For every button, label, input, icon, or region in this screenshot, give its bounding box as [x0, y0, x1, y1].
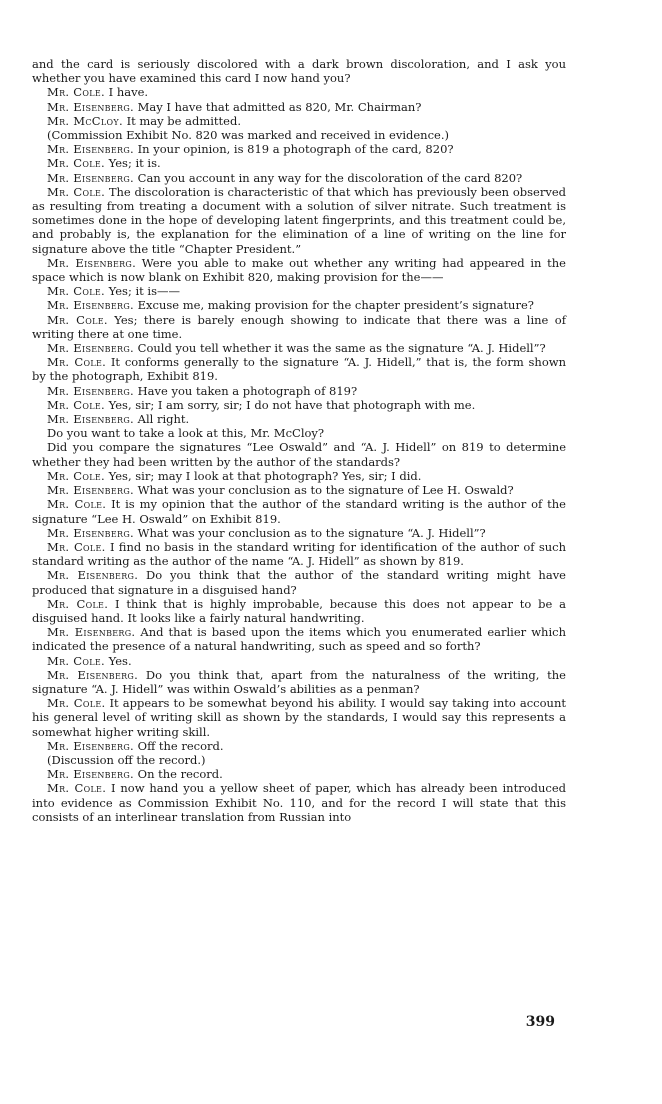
- paragraph-text: (Discussion off the record.): [47, 752, 206, 767]
- speaker-name: Mr. Cole.: [47, 539, 106, 554]
- paragraph-text: What was your conclusion as to the signature “A. J. Hidell”?: [133, 525, 486, 540]
- speaker-name: Mr. Eisenberg.: [47, 412, 134, 427]
- paragraph-text: Yes.: [104, 653, 132, 668]
- transcript-paragraph: [32, 469, 566, 483]
- transcript-paragraph: [32, 767, 566, 781]
- paragraph-text: Yes; it is.: [104, 156, 161, 171]
- transcript-paragraph: [32, 57, 566, 85]
- speaker-name: Mr. Eisenberg.: [47, 738, 134, 753]
- paragraph-text: and the card is seriously discolored with a dark brown discoloration, and I ask you whether you have examined this card I now hand you?: [32, 57, 566, 86]
- speaker-name: Mr. Eisenberg.: [47, 341, 134, 356]
- transcript-paragraph: [32, 256, 566, 284]
- speaker-name: Mr. Eisenberg.: [47, 667, 139, 682]
- speaker-name: Mr. Eisenberg.: [47, 525, 134, 540]
- paragraph-text: May I have that admitted as 820, Mr. Chairman?: [133, 99, 422, 114]
- transcript-paragraph: [32, 100, 566, 114]
- paragraph-text: Yes, sir; I am sorry, sir; I do not have that photograph with me.: [104, 397, 476, 412]
- paragraph-text: Yes, sir; may I look at that photograph? Yes, sir; I did.: [104, 468, 422, 483]
- transcript-paragraph: [32, 142, 566, 156]
- speaker-name: Mr. Eisenberg.: [47, 99, 134, 114]
- transcript-paragraph: [32, 568, 566, 596]
- paragraph-text: Can you account in any way for the discoloration of the card 820?: [133, 170, 523, 185]
- transcript-paragraph: [32, 654, 566, 668]
- speaker-name: Mr. Cole.: [47, 85, 105, 100]
- paragraph-text: It may be admitted.: [122, 113, 241, 128]
- transcript-paragraph: [32, 526, 566, 540]
- paragraph-text: I find no basis in the standard writing for identification of the author of such standard writing as the author of the name “A. J. Hidell” as shown by 819.: [32, 539, 566, 569]
- paragraph-text: Excuse me, making provision for the chapter president’s signature?: [133, 298, 534, 313]
- transcript-paragraph: [32, 597, 566, 625]
- speaker-name: Mr. McCloy.: [47, 113, 123, 128]
- transcript-paragraph: [32, 426, 566, 440]
- transcript-paragraph: [32, 781, 566, 824]
- speaker-name: Mr. Cole.: [47, 781, 107, 796]
- paragraph-text: I now hand you a yellow sheet of paper, which has already been introduced into evidence as Commission Exhibit No. 110, and for the record I will state that this consists of an interlinear translation from Russian into: [32, 781, 566, 824]
- speaker-name: Mr. Cole.: [47, 312, 108, 327]
- paragraph-text: What was your conclusion as to the signature of Lee H. Oswald?: [133, 483, 514, 498]
- paragraph-text: Do you think that the author of the standard writing might have produced that signature in a disguised hand?: [32, 568, 566, 597]
- paragraph-text: On the record.: [133, 767, 223, 782]
- speaker-name: Mr. Cole.: [47, 284, 105, 299]
- transcript-paragraph: [32, 497, 566, 525]
- transcript-paragraph: [32, 313, 566, 341]
- speaker-name: Mr. Eisenberg.: [47, 767, 134, 782]
- transcript-paragraph: [32, 128, 566, 142]
- speaker-name: Mr. Eisenberg.: [47, 568, 139, 583]
- speaker-name: Mr. Cole.: [47, 497, 107, 512]
- transcript-paragraph: [32, 625, 566, 653]
- transcript-paragraph: [32, 412, 566, 426]
- transcript-paragraph: [32, 185, 566, 256]
- transcript-paragraph: [32, 171, 566, 185]
- transcript-paragraph: [32, 85, 566, 99]
- paragraph-text: In your opinion, is 819 a photograph of the card, 820?: [133, 142, 454, 157]
- paragraph-text: It conforms generally to the signature “A. J. Hidell,” that is, the form shown by the photograph, Exhibit 819.: [32, 355, 566, 384]
- paragraph-text: It is my opinion that the author of the standard writing is the author of the signature “Lee H. Oswald” on Exhibit 819.: [32, 497, 566, 526]
- speaker-name: Mr. Eisenberg.: [47, 383, 134, 398]
- speaker-name: Mr. Cole.: [47, 596, 109, 611]
- speaker-name: Mr. Cole.: [47, 184, 106, 199]
- paragraph-text: Yes; it is——: [104, 284, 181, 299]
- paragraph-text: (Commission Exhibit No. 820 was marked and received in evidence.): [47, 128, 449, 143]
- transcript-paragraph: [32, 114, 566, 128]
- transcript-paragraph: [32, 483, 566, 497]
- speaker-name: Mr. Cole.: [47, 156, 105, 171]
- paragraph-text: The discoloration is characteristic of that which has previously been observed as resulting from treating a document with a solution of silver nitrate. Such treatment is sometimes done in the hope of developing latent fingerprints, and this treatment could be, and probably is, the explanation for the elimination of a line of writing on the line for signature above the title “Chapter President.”: [32, 184, 566, 256]
- transcript-paragraph: [32, 341, 566, 355]
- paragraph-text: It appears to be somewhat beyond his ability. I would say taking into account his general level of writing skill as shown by the standards, I would say this represents a somewhat higher writing skill.: [32, 696, 566, 739]
- page-number: 399: [525, 1014, 555, 1030]
- speaker-name: Mr. Cole.: [47, 696, 106, 711]
- transcript-paragraph: [32, 696, 566, 739]
- paragraph-text: I have.: [104, 85, 149, 100]
- speaker-name: Mr. Eisenberg.: [47, 483, 134, 498]
- transcript-paragraph: [32, 440, 566, 468]
- paragraph-text: All right.: [133, 412, 190, 427]
- transcript-body: [32, 57, 566, 824]
- transcript-paragraph: [32, 540, 566, 568]
- transcript-paragraph: [32, 739, 566, 753]
- transcript-paragraph: [32, 668, 566, 696]
- paragraph-text: And that is based upon the items which you enumerated earlier which indicated the presence of a natural handwriting, such as speed and so forth?: [32, 625, 566, 654]
- paragraph-text: Have you taken a photograph of 819?: [133, 383, 358, 398]
- paragraph-text: Yes; there is barely enough showing to indicate that there was a line of writing there at one time.: [32, 312, 566, 341]
- paragraph-text: Could you tell whether it was the same as the signature “A. J. Hidell”?: [133, 341, 546, 356]
- paragraph-text: I think that is highly improbable, because this does not appear to be a disguised hand. It looks like a fairly natural handwriting.: [32, 596, 566, 625]
- paragraph-text: Do you think that, apart from the naturalness of the writing, the signature “A. J. Hidell” was within Oswald’s abilities as a penman?: [32, 667, 566, 696]
- speaker-name: Mr. Cole.: [47, 397, 105, 412]
- speaker-name: Mr. Eisenberg.: [47, 255, 137, 270]
- transcript-paragraph: [32, 384, 566, 398]
- transcript-paragraph: [32, 298, 566, 312]
- speaker-name: Mr. Eisenberg.: [47, 298, 134, 313]
- paragraph-text: Do you want to take a look at this, Mr. McCloy?: [47, 426, 325, 441]
- paragraph-text: Off the record.: [133, 738, 224, 753]
- transcript-paragraph: [32, 355, 566, 383]
- speaker-name: Mr. Eisenberg.: [47, 170, 134, 185]
- speaker-name: Mr. Eisenberg.: [47, 142, 134, 157]
- transcript-paragraph: [32, 156, 566, 170]
- transcript-paragraph: [32, 753, 566, 767]
- paragraph-text: Were you able to make out whether any writing had appeared in the space which is now blank on Exhibit 820, making provision for the——: [32, 255, 566, 285]
- speaker-name: Mr. Cole.: [47, 355, 107, 370]
- speaker-name: Mr. Eisenberg.: [47, 625, 136, 640]
- paragraph-text: Did you compare the signatures “Lee Oswald” and “A. J. Hidell” on 819 to determine whether they had been written by the author of the standards?: [32, 440, 566, 469]
- speaker-name: Mr. Cole.: [47, 468, 105, 483]
- transcript-paragraph: [32, 398, 566, 412]
- speaker-name: Mr. Cole.: [47, 653, 105, 668]
- transcript-paragraph: [32, 284, 566, 298]
